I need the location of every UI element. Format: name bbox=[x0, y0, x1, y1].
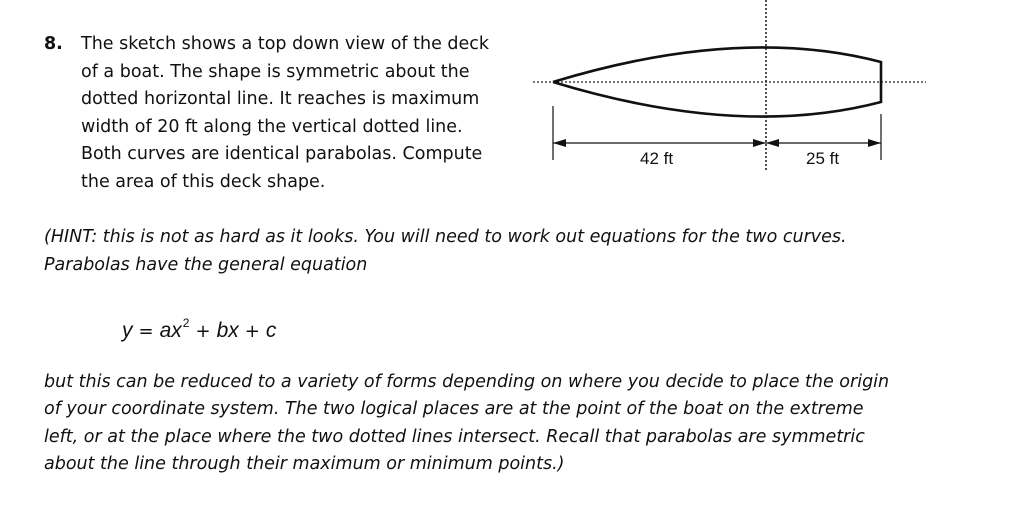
equation-bx: bx bbox=[216, 319, 239, 342]
closing-line: of your coordinate system. The two logical places are at the point of the boat on the extreme bbox=[44, 399, 864, 420]
problem-line: the area of this deck shape. bbox=[81, 171, 326, 192]
problem-number: 8. bbox=[44, 34, 63, 54]
problem-line: of a boat. The shape is symmetric about the bbox=[81, 61, 470, 82]
right-dimension-arrow-start bbox=[766, 139, 779, 147]
problem-line: Both curves are identical parabolas. Compute bbox=[81, 144, 483, 165]
problem-line: dotted horizontal line. It reaches is maximum bbox=[81, 89, 480, 110]
problem-line: The sketch shows a top down view of the deck bbox=[81, 34, 490, 54]
equation-equals: = bbox=[138, 321, 154, 342]
closing-line: but this can be reduced to a variety of forms depending on where you decide to place the origin bbox=[44, 372, 890, 392]
equation-exponent: 2 bbox=[182, 316, 190, 330]
boat-deck-figure bbox=[530, 0, 930, 190]
right-length-label: 25 ft bbox=[806, 149, 840, 168]
right-dimension-arrow-end bbox=[868, 139, 881, 147]
parabola-equation bbox=[122, 308, 276, 347]
equation-ax: ax bbox=[159, 319, 182, 342]
closing-paragraph bbox=[44, 369, 889, 478]
hint-line: Parabolas have the general equation bbox=[44, 254, 368, 275]
problem-text bbox=[81, 31, 489, 197]
upper-parabola-curve bbox=[553, 47, 881, 82]
left-dimension-arrow-start bbox=[553, 139, 566, 147]
equation-plus: + bbox=[244, 321, 260, 342]
hint-paragraph bbox=[44, 224, 847, 279]
lower-parabola-curve bbox=[553, 82, 881, 117]
closing-line: left, or at the place where the two dotted lines intersect. Recall that parabolas are symmetric bbox=[44, 426, 865, 447]
equation-y: y bbox=[122, 319, 133, 342]
closing-line: about the line through their maximum or minimum points.) bbox=[44, 453, 565, 474]
hint-line: (HINT: this is not as hard as it looks. You will need to work out equations for the two curves. bbox=[44, 227, 847, 247]
equation-plus: + bbox=[195, 321, 211, 342]
left-dimension-arrow-end bbox=[753, 139, 766, 147]
equation-c: c bbox=[265, 319, 277, 342]
left-length-label: 42 ft bbox=[640, 149, 674, 168]
problem-line: width of 20 ft along the vertical dotted line. bbox=[81, 116, 463, 137]
